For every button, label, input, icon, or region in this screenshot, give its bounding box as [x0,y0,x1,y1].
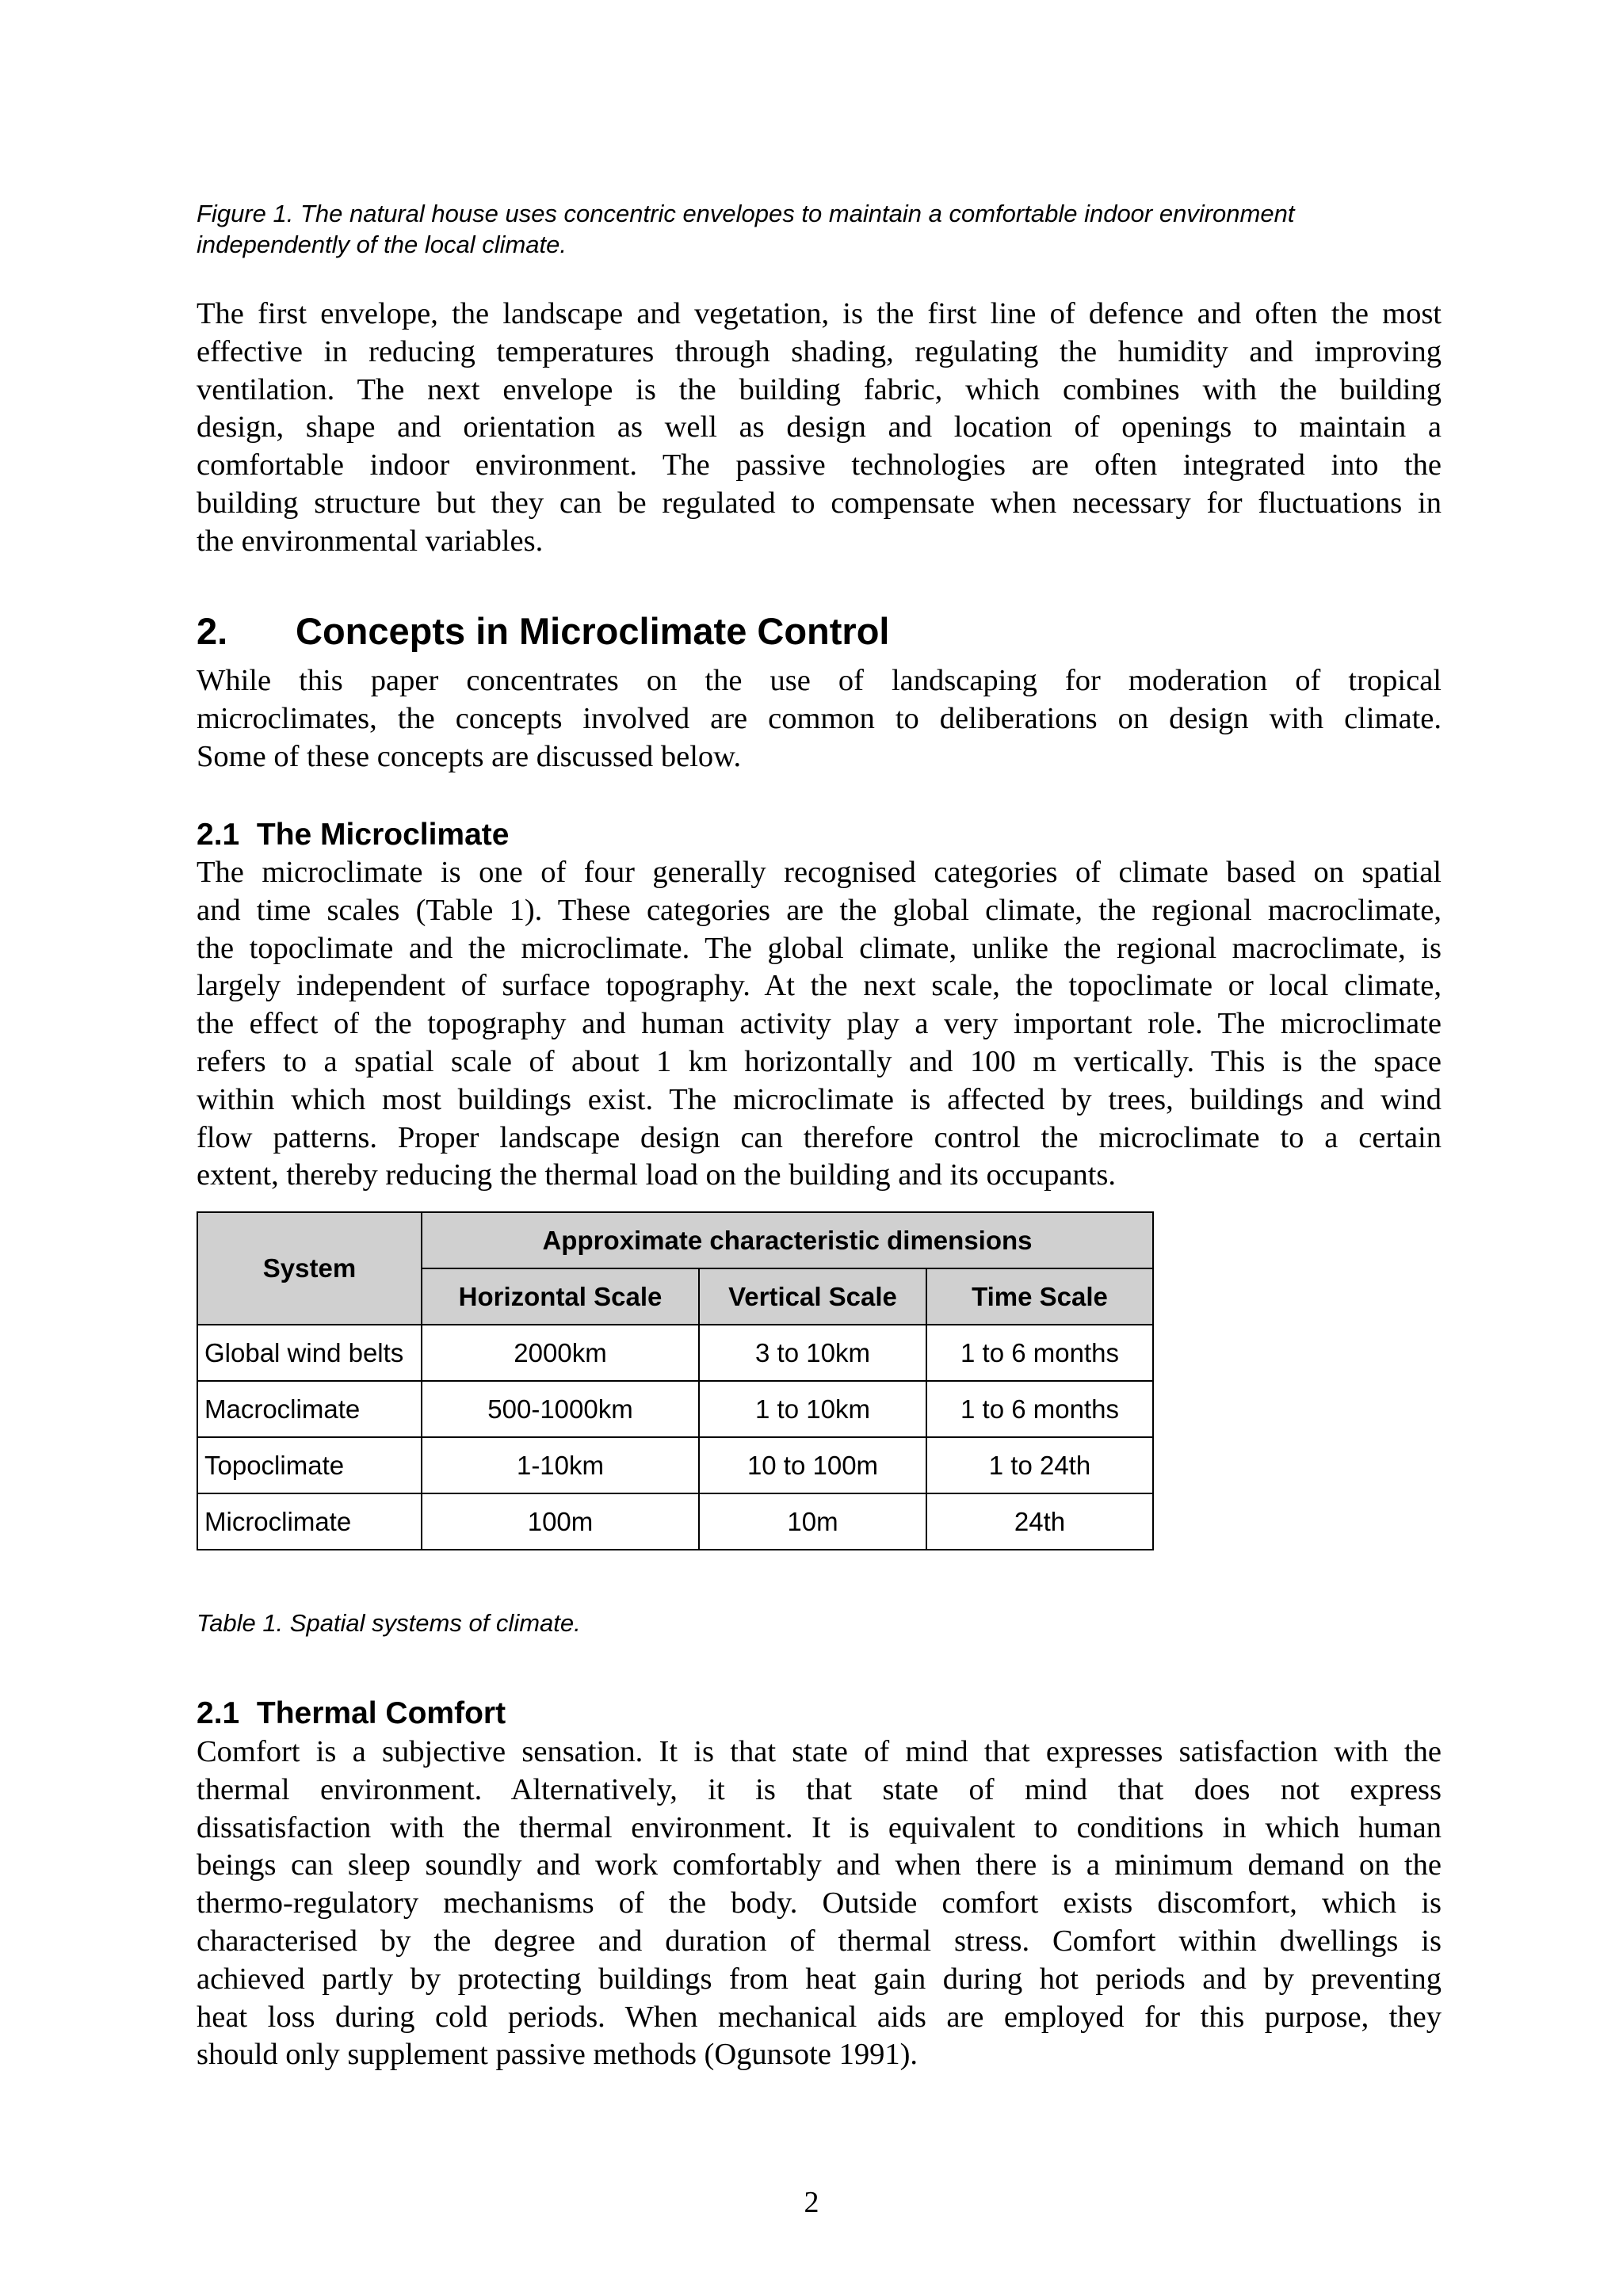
cell-value: 3 to 10km [699,1325,926,1381]
text-line: ventilation. The next envelope is the building fabric, which combines with the building [197,372,1442,406]
subheading-microclimate: 2.1 The Microclimate [197,818,510,852]
text-line: The first envelope, the landscape and vegetation, is the first line of defence and often the most [197,297,1442,330]
table-row [197,1381,1153,1437]
cell-value: 24th [926,1493,1153,1550]
text-line: and time scales (Table 1). These categories are the global climate, the regional macroclimate, [197,893,1442,927]
section-heading [197,609,1442,654]
text-line: comfortable indoor environment. The passive technologies are often integrated into the [197,448,1442,482]
text-line: design, shape and orientation as well as design and location of openings to maintain a [197,410,1442,444]
cell-value: 10 to 100m [699,1437,926,1493]
text-line: the effect of the topography and human activity play a very important role. The microclimate [197,1007,1442,1041]
cell-value: 1 to 6 months [926,1325,1153,1381]
cell-value: 500-1000km [422,1381,699,1437]
cell-value: 2000km [422,1325,699,1381]
text-line: beings can sleep soundly and work comfortably and when there is a minimum demand on the [197,1848,1442,1882]
header-time: Time Scale [926,1268,1153,1325]
climate-systems-table [197,1211,1154,1550]
paragraph-concepts [197,662,1442,776]
text-line: largely independent of surface topography. At the next scale, the topoclimate or local climate, [197,969,1442,1003]
cell-value: 1 to 6 months [926,1381,1153,1437]
cell-value: 10m [699,1493,926,1550]
text-line: characterised by the degree and duration of thermal stress. Comfort within dwellings is [197,1924,1442,1958]
text-line: building structure but they can be regulated to compensate when necessary for fluctuations in [197,486,1442,520]
text-line: heat loss during cold periods. When mechanical aids are employed for this purpose, they [197,2000,1442,2034]
cell-system: Topoclimate [197,1437,422,1493]
paragraph-envelopes [197,296,1442,561]
header-system: System [197,1212,422,1325]
cell-value: 100m [422,1493,699,1550]
text-line: microclimates, the concepts involved are common to deliberations on design with climate. [197,701,1442,735]
text-line: Some of these concepts are discussed below. [197,739,742,773]
subheading-comfort: 2.1 Thermal Comfort [197,1696,506,1730]
text-line: should only supplement passive methods (Ogunsote 1991). [197,2038,918,2072]
cell-value: 1-10km [422,1437,699,1493]
text-line: refers to a spatial scale of about 1 km horizontally and 100 m vertically. This is the space [197,1044,1442,1078]
paragraph-microclimate [197,854,1442,1195]
cell-value: 1 to 24th [926,1437,1153,1493]
text-line: effective in reducing temperatures through shading, regulating the humidity and improving [197,334,1442,368]
text-line: within which most buildings exist. The microclimate is affected by trees, buildings and wind [197,1082,1442,1116]
text-line: Comfort is a subjective sensation. It is that state of mind that expresses satisfaction with the [197,1735,1442,1768]
header-horizontal: Horizontal Scale [422,1268,699,1325]
table-row [197,1437,1153,1493]
text-line: The microclimate is one of four generally recognised categories of climate based on spatial [197,856,1442,889]
text-line: dissatisfaction with the thermal environment. It is equivalent to conditions in which human [197,1810,1442,1844]
table-row [197,1325,1153,1381]
text-line: thermal environment. Alternatively, it is that state of mind that does not express [197,1772,1442,1806]
text-line: While this paper concentrates on the use of landscaping for moderation of tropical [197,664,1442,697]
paragraph-comfort [197,1733,1442,2074]
table-caption: Table 1. Spatial systems of climate. [197,1609,581,1637]
cell-system: Macroclimate [197,1381,422,1437]
text-line: the topoclimate and the microclimate. The global climate, unlike the regional macroclimate, is [197,931,1442,965]
cell-value: 1 to 10km [699,1381,926,1437]
cell-system: Microclimate [197,1493,422,1550]
text-line: thermo-regulatory mechanisms of the body. Outside comfort exists discomfort, which is [197,1886,1442,1920]
text-line: flow patterns. Proper landscape design can therefore control the microclimate to a certain [197,1120,1442,1154]
figure-caption: Figure 1. The natural house uses concentric envelopes to maintain a comfortable indoor environment independently of the local climate. [197,200,1295,258]
header-group: Approximate characteristic dimensions [422,1212,1153,1268]
section-title: Concepts in Microclimate Control [296,610,890,652]
section-number: 2. [197,610,228,652]
text-line: the environmental variables. [197,524,544,558]
text-line: achieved partly by protecting buildings from heat gain during hot periods and by preventing [197,1962,1442,1996]
text-line: extent, thereby reducing the thermal load on the building and its occupants. [197,1158,1117,1192]
table-row [197,1493,1153,1550]
page-number: 2 [804,2186,819,2219]
cell-system: Global wind belts [197,1325,422,1381]
header-vertical: Vertical Scale [699,1268,926,1325]
